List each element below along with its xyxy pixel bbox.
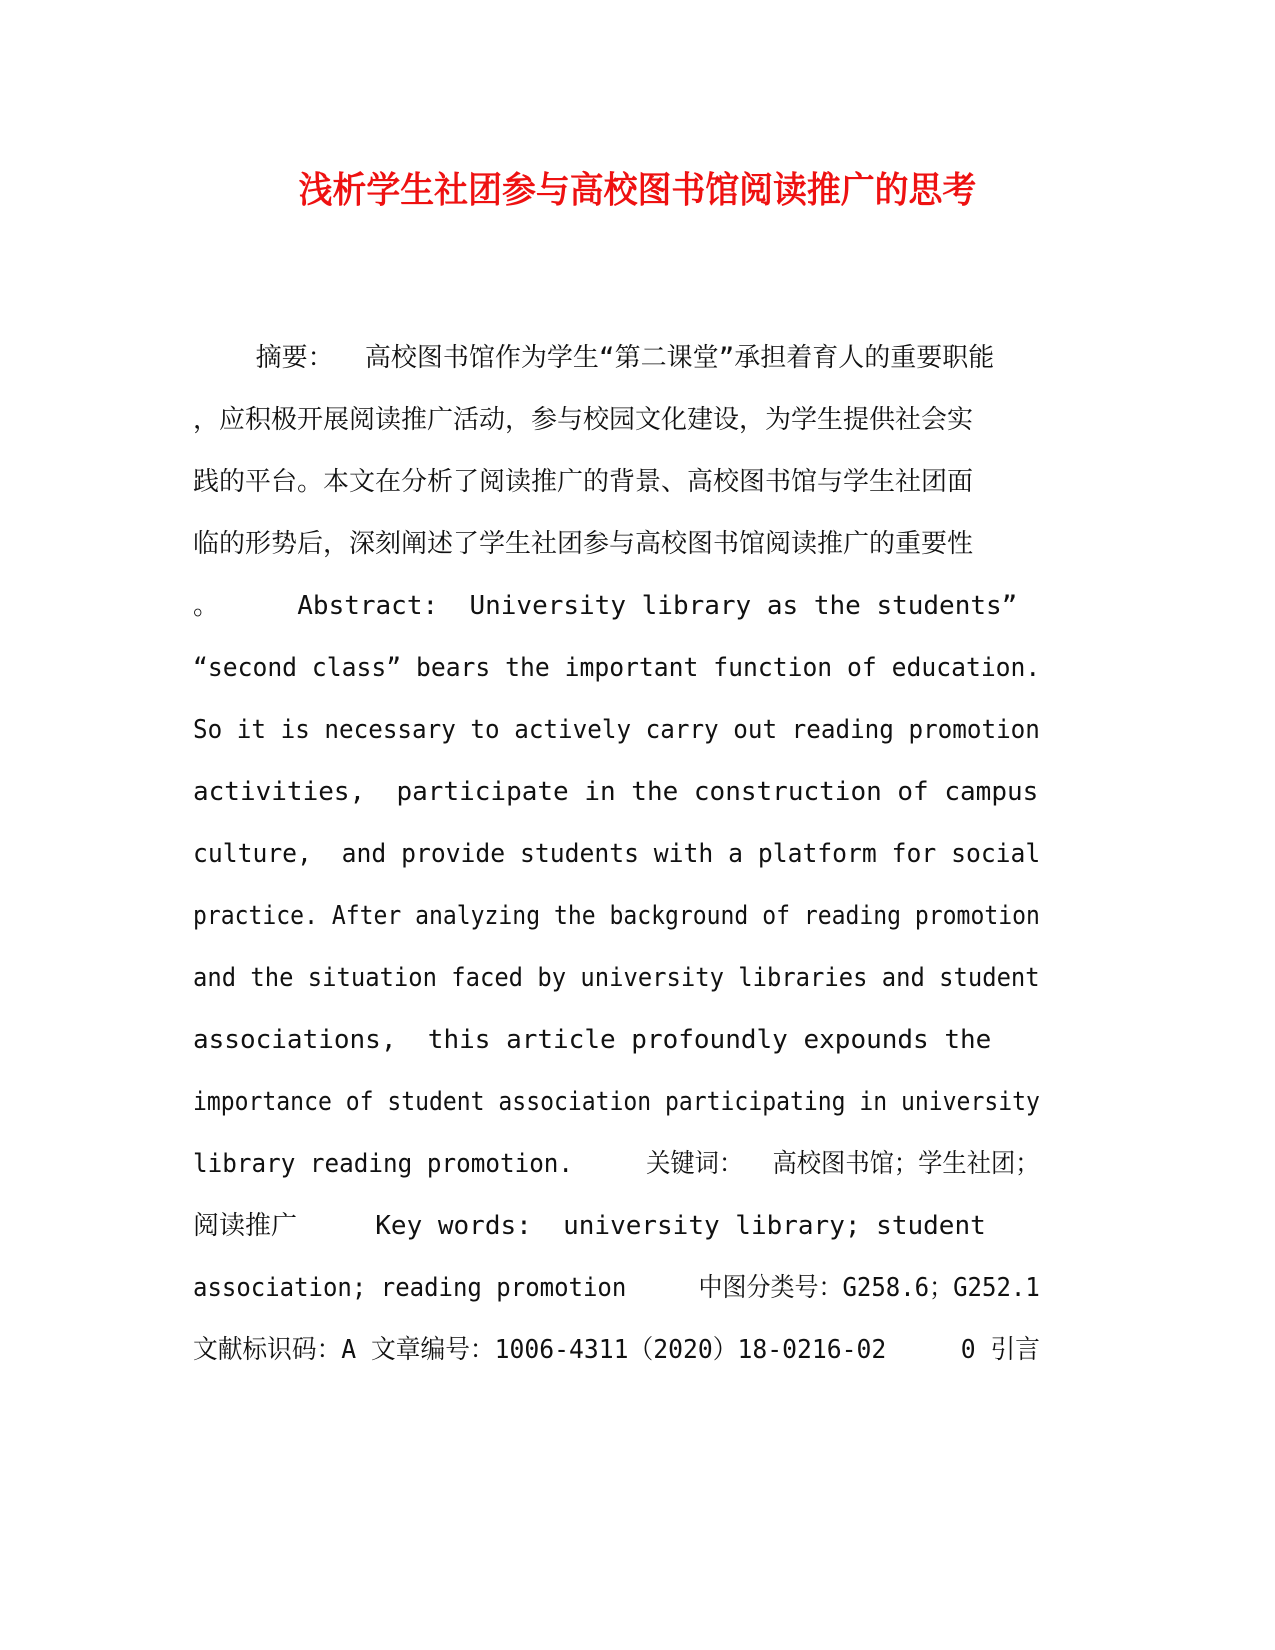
body-line: culture, and provide students with a platform for social [193, 839, 1041, 869]
body-line: 临的形势后，深刻阐述了学生社团参与高校图书馆阅读推广的重要性 [193, 529, 974, 559]
body-line: and the situation faced by university libraries and student [193, 963, 1040, 993]
body-line: ，应积极开展阅读推广活动，参与校园文化建设，为学生提供社会实 [193, 405, 974, 435]
body-line: importance of student association participating in university [193, 1087, 1040, 1117]
body-line: 阅读推广 Key words: university library; student [193, 1211, 986, 1241]
body-line: practice. After analyzing the background of reading promotion [193, 901, 1040, 931]
body-line: “second class” bears the important function of education. [193, 653, 1041, 683]
body-line: library reading promotion. 关键词： 高校图书馆；学生社团； [193, 1149, 1040, 1179]
body-line: 摘要： 高校图书馆作为学生“第二课堂”承担着育人的重要职能 [193, 343, 995, 373]
body-line: associations, this article profoundly expounds the [193, 1025, 992, 1055]
body-line: 文献标识码：A 文章编号：1006-4311（2020）18-0216-02 0 引言 [193, 1335, 1040, 1365]
body-line: 践的平台。本文在分析了阅读推广的背景、高校图书馆与学生社团面 [193, 467, 974, 497]
document-title: 浅析学生社团参与高校图书馆阅读推广的思考 [298, 169, 977, 211]
body-line: activities, participate in the construction of campus [193, 777, 1039, 807]
body-line: So it is necessary to actively carry out reading promotion [193, 715, 1040, 745]
body-line: 。 Abstract: University library as the students” [193, 591, 1018, 621]
body-line: association; reading promotion 中图分类号：G258.6；G252.1 [193, 1273, 1040, 1303]
